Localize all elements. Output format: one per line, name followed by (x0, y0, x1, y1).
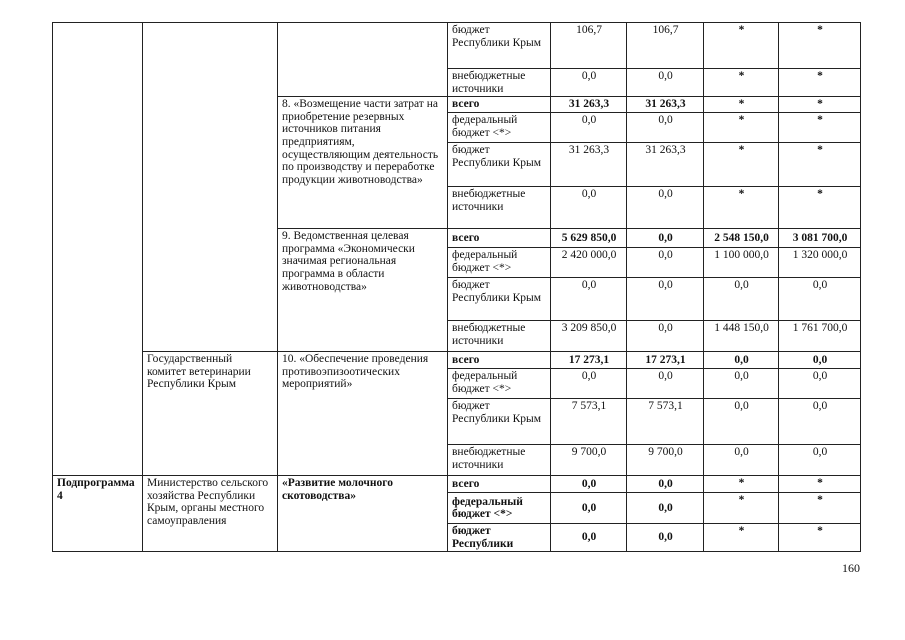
funding-source: всего (448, 97, 551, 113)
value-cell: 0,0 (704, 352, 779, 369)
table-row (53, 476, 861, 493)
executor-cell: Министерство сельского хозяйства Республики Крым, органы местного самоуправления (143, 476, 278, 552)
page-number: 160 (842, 561, 860, 575)
value-cell: 7 573,1 (551, 399, 627, 445)
value-cell: 1 320 000,0 (779, 248, 861, 278)
funding-source: бюджет Республики Крым (448, 399, 551, 445)
value-cell: 0,0 (779, 399, 861, 445)
value-cell: 0,0 (704, 278, 779, 321)
event-cell: «Развитие молочного скотоводства» (278, 476, 448, 552)
executor-cell (143, 23, 278, 352)
value-cell: 0,0 (779, 445, 861, 476)
value-cell: 2 548 150,0 (704, 229, 779, 248)
value-cell: 106,7 (627, 23, 704, 69)
value-cell: 31 263,3 (627, 97, 704, 113)
value-cell: 31 263,3 (627, 143, 704, 187)
funding-source: всего (448, 352, 551, 369)
value-cell: * (779, 143, 861, 187)
value-cell: 0,0 (551, 113, 627, 143)
funding-source: внебюджетные источники (448, 69, 551, 97)
value-cell: 0,0 (704, 399, 779, 445)
funding-source: бюджет Республики Крым (448, 23, 551, 69)
value-cell: 31 263,3 (551, 97, 627, 113)
funding-source: всего (448, 229, 551, 248)
value-cell: 7 573,1 (627, 399, 704, 445)
value-cell: 31 263,3 (551, 143, 627, 187)
value-cell: 0,0 (627, 69, 704, 97)
funding-source: федеральный бюджет <*> (448, 493, 551, 524)
value-cell: 0,0 (551, 278, 627, 321)
subprogram-status-cell: Подпрограмма 4 (53, 476, 143, 552)
value-cell: * (779, 97, 861, 113)
value-cell: 3 209 850,0 (551, 321, 627, 352)
value-cell: 0,0 (779, 352, 861, 369)
value-cell: * (779, 187, 861, 229)
event-cell (278, 23, 448, 97)
executor-cell: Государственный комитет ветеринарии Республики Крым (143, 352, 278, 476)
funding-source: федеральный бюджет <*> (448, 113, 551, 143)
value-cell: 9 700,0 (551, 445, 627, 476)
value-cell: 3 081 700,0 (779, 229, 861, 248)
value-cell: 0,0 (627, 321, 704, 352)
status-cell (53, 23, 143, 476)
value-cell: 0,0 (627, 187, 704, 229)
value-cell: * (779, 69, 861, 97)
value-cell: 0,0 (779, 369, 861, 399)
table-row (53, 352, 861, 369)
value-cell: 0,0 (551, 187, 627, 229)
value-cell: 1 448 150,0 (704, 321, 779, 352)
value-cell: * (779, 524, 861, 552)
budget-table (52, 22, 861, 552)
value-cell: * (779, 476, 861, 493)
value-cell: * (704, 143, 779, 187)
value-cell: 0,0 (551, 69, 627, 97)
value-cell: 0,0 (704, 445, 779, 476)
value-cell: 1 761 700,0 (779, 321, 861, 352)
value-cell: 2 420 000,0 (551, 248, 627, 278)
funding-source: внебюджетные источники (448, 321, 551, 352)
value-cell: 17 273,1 (551, 352, 627, 369)
event-cell: 8. «Возмещение части затрат на приобретение резервных источников питания предприятиям, осуществляющим деятельность по производству и переработке продукции животноводства» (278, 97, 448, 229)
value-cell: 0,0 (627, 248, 704, 278)
value-cell: 0,0 (627, 229, 704, 248)
funding-source: бюджет Республики Крым (448, 143, 551, 187)
value-cell: 0,0 (627, 278, 704, 321)
value-cell: 0,0 (627, 493, 704, 524)
funding-source: федеральный бюджет <*> (448, 248, 551, 278)
funding-source: федеральный бюджет <*> (448, 369, 551, 399)
value-cell: 1 100 000,0 (704, 248, 779, 278)
value-cell: * (779, 23, 861, 69)
funding-source: всего (448, 476, 551, 493)
value-cell: * (704, 23, 779, 69)
funding-source: внебюджетные источники (448, 445, 551, 476)
value-cell: 0,0 (551, 493, 627, 524)
value-cell: 0,0 (627, 369, 704, 399)
value-cell: 0,0 (704, 369, 779, 399)
value-cell: 0,0 (551, 476, 627, 493)
value-cell: * (704, 97, 779, 113)
value-cell: 5 629 850,0 (551, 229, 627, 248)
funding-source: внебюджетные источники (448, 187, 551, 229)
event-cell: 10. «Обеспечение проведения противоэпизоотических мероприятий» (278, 352, 448, 476)
value-cell: 0,0 (627, 113, 704, 143)
value-cell: * (704, 493, 779, 524)
value-cell: * (779, 493, 861, 524)
value-cell: * (704, 187, 779, 229)
value-cell: * (704, 476, 779, 493)
value-cell: 0,0 (627, 476, 704, 493)
value-cell: * (704, 113, 779, 143)
value-cell: * (779, 113, 861, 143)
value-cell: 0,0 (779, 278, 861, 321)
value-cell: * (704, 524, 779, 552)
event-cell: 9. Ведомственная целевая программа «Экономически значимая региональная программа в области животноводства» (278, 229, 448, 352)
value-cell: 17 273,1 (627, 352, 704, 369)
table-row (53, 23, 861, 69)
value-cell: 0,0 (551, 369, 627, 399)
value-cell: 0,0 (627, 524, 704, 552)
funding-source: бюджет Республики (448, 524, 551, 552)
funding-source: бюджет Республики Крым (448, 278, 551, 321)
value-cell: * (704, 69, 779, 97)
value-cell: 9 700,0 (627, 445, 704, 476)
value-cell: 0,0 (551, 524, 627, 552)
value-cell: 106,7 (551, 23, 627, 69)
